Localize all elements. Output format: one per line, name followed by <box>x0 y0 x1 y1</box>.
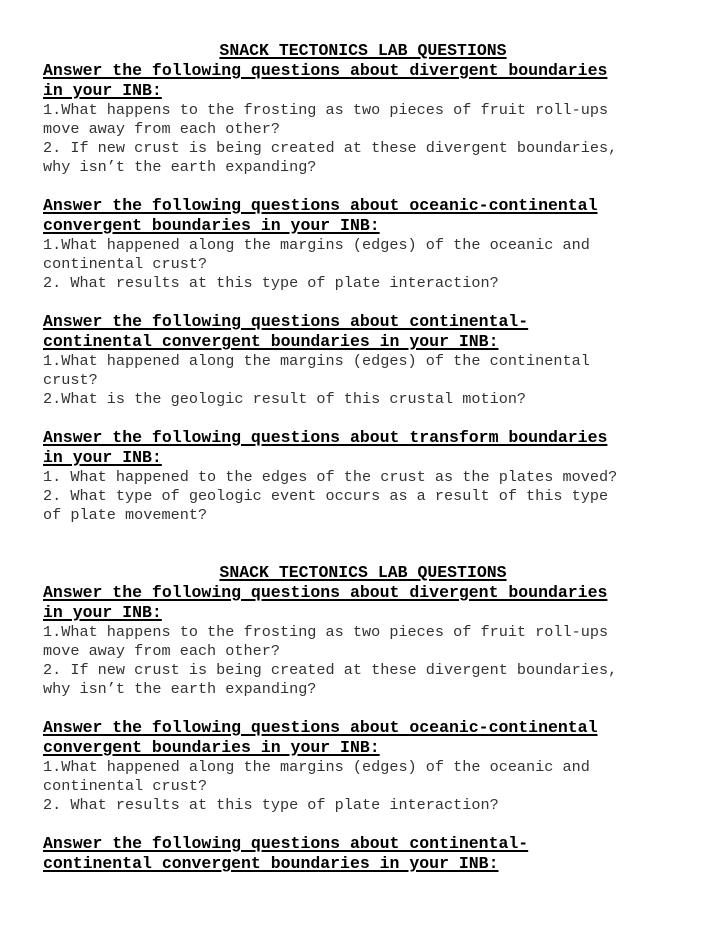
section-heading: Answer the following questions about divergent boundaries in your INB: <box>43 583 608 622</box>
worksheet-copy-1 <box>43 41 683 525</box>
question-2: 2.What is the geologic result of this crustal motion? <box>43 390 527 408</box>
question-1: 1. What happened to the edges of the crust as the plates moved? <box>43 468 618 486</box>
question-1: 1.What happened along the margins (edges) of the oceanic and continental crust? <box>43 758 590 795</box>
oceanic-continental-section <box>43 196 683 293</box>
worksheet-page <box>43 41 683 874</box>
oceanic-continental-section <box>43 718 683 815</box>
divergent-section <box>43 583 683 699</box>
question-2: 2. What type of geologic event occurs as a result of this type of plate movement? <box>43 487 609 524</box>
question-1: 1.What happened along the margins (edges) of the continental crust? <box>43 352 590 389</box>
question-2: 2. What results at this type of plate interaction? <box>43 274 499 292</box>
question-1: 1.What happened along the margins (edges) of the oceanic and continental crust? <box>43 236 590 273</box>
continental-continental-section <box>43 834 683 874</box>
section-heading: Answer the following questions about continental- continental convergent boundaries in your INB: <box>43 312 529 351</box>
section-heading: Answer the following questions about transform boundaries in your INB: <box>43 428 608 467</box>
question-1: 1.What happens to the frosting as two pieces of fruit roll-ups move away from each other? <box>43 623 609 660</box>
worksheet-copy-2 <box>43 563 683 874</box>
continental-continental-section <box>43 312 683 409</box>
divergent-section <box>43 61 683 177</box>
section-heading: Answer the following questions about continental- continental convergent boundaries in your INB: <box>43 834 529 873</box>
worksheet-title: SNACK TECTONICS LAB QUESTIONS <box>219 563 507 582</box>
question-2: 2. If new crust is being created at these divergent boundaries, why isn’t the earth expanding? <box>43 139 618 176</box>
question-2: 2. What results at this type of plate interaction? <box>43 796 499 814</box>
transform-section <box>43 428 683 525</box>
section-heading: Answer the following questions about divergent boundaries in your INB: <box>43 61 608 100</box>
section-heading: Answer the following questions about oceanic-continental convergent boundaries in your INB: <box>43 196 598 235</box>
worksheet-title: SNACK TECTONICS LAB QUESTIONS <box>219 41 507 60</box>
question-1: 1.What happens to the frosting as two pieces of fruit roll-ups move away from each other? <box>43 101 609 138</box>
question-2: 2. If new crust is being created at these divergent boundaries, why isn’t the earth expanding? <box>43 661 618 698</box>
section-heading: Answer the following questions about oceanic-continental convergent boundaries in your INB: <box>43 718 598 757</box>
